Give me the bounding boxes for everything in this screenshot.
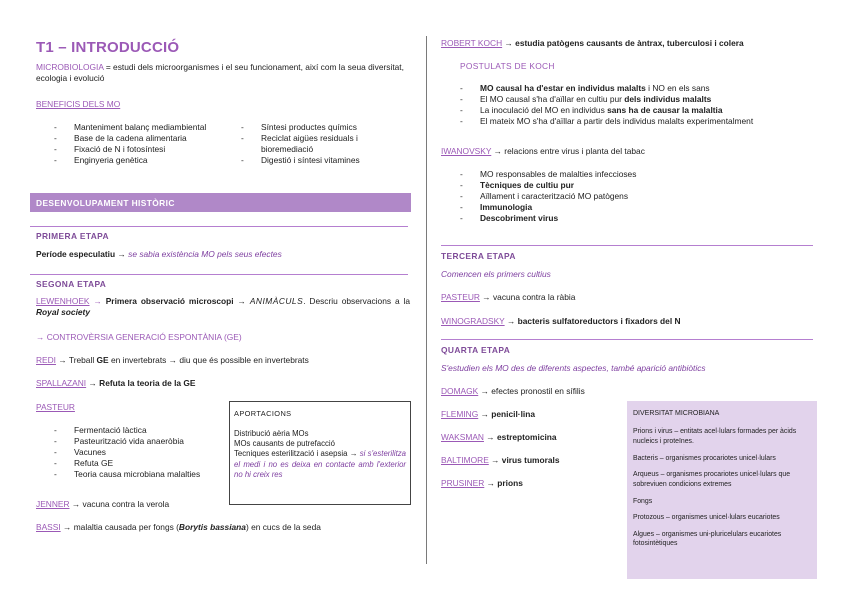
primera-etapa-heading: PRIMERA ETAPA bbox=[36, 231, 109, 241]
jenner-link[interactable]: JENNER bbox=[36, 499, 70, 509]
leeuwenhoek-entry bbox=[36, 296, 410, 318]
pasteur-text: → vacuna contra la ràbia bbox=[482, 292, 576, 302]
waksman-entry bbox=[441, 432, 557, 443]
diversitat-heading: DIVERSITAT MICROBIANA bbox=[633, 410, 720, 417]
winogradsky-text: → bacteris sulfatoreductors i fixadors del N bbox=[506, 316, 681, 326]
divider bbox=[441, 245, 813, 246]
list-item: - Reciclat aigües residuals i bioremediació bbox=[241, 133, 411, 155]
species-name: Borytis bassiana bbox=[178, 522, 246, 532]
leeuwenhoek-link[interactable]: LEWENHOEK bbox=[36, 296, 90, 306]
list-item bbox=[460, 116, 820, 127]
diversitat-item: Algues – organismes uni-pluricelulars eucariotes fotosintètiques bbox=[633, 531, 782, 548]
diversitat-item: Arqueus – organismes procariotes unicel·lulars que sobreviuen condicions extremes bbox=[633, 471, 791, 488]
winogradsky-entry bbox=[441, 316, 681, 327]
koch-text: → estudia patògens causants de àntrax, tuberculosi i colera bbox=[504, 38, 744, 48]
item-text: Immunologia bbox=[480, 202, 533, 213]
redi-entry bbox=[36, 355, 309, 366]
list-item: - Teoria causa microbiana malalties bbox=[54, 469, 229, 480]
baltimore-link[interactable]: BALTIMORE bbox=[441, 455, 489, 465]
domagk-text: → efectes pronostil en sífilis bbox=[480, 386, 585, 396]
jenner-entry bbox=[36, 499, 169, 510]
list-item: - Pasteurització vida anaeròbia bbox=[54, 436, 229, 447]
list-item: - Digestió i síntesi vitamines bbox=[241, 155, 411, 166]
list-item: - Refuta GE bbox=[54, 458, 229, 469]
aportacions-line: Distribució aèria MOs bbox=[234, 428, 309, 438]
diversitat-item: Bacteris – organismes procariotes unicel·lulars bbox=[633, 454, 776, 462]
postulat-text: El MO causal s'ha d'aïllar en cultiu pur bbox=[480, 94, 622, 105]
list-item: - Enginyeria genètica bbox=[54, 155, 224, 166]
tercera-etapa-heading: TERCERA ETAPA bbox=[441, 251, 516, 261]
period-description: se sabia existència MO pels seus efectes bbox=[128, 249, 282, 259]
redi-link[interactable]: REDI bbox=[36, 355, 57, 365]
pasteur-list bbox=[54, 425, 229, 480]
animalcules-term: ANIMÀCULS bbox=[249, 296, 304, 306]
redi-text-rest: en invertebrats → diu que és possible en invertebrats bbox=[108, 355, 309, 365]
list-item: - Aïllament i caracterització MO patògens bbox=[460, 191, 820, 202]
pasteur-link[interactable]: PASTEUR bbox=[441, 292, 480, 302]
microbiologia-text: = estudi dels microorganismes i el seu funcionament, així com la seua diversitat, ecologia i evolució bbox=[36, 62, 404, 84]
redi-text: → Treball bbox=[58, 355, 97, 365]
spallanzani-text: → Refuta la teoria de la GE bbox=[88, 378, 196, 388]
koch-link[interactable]: ROBERT KOCH bbox=[441, 38, 503, 48]
postulats-heading: POSTULATS DE KOCH bbox=[460, 61, 555, 71]
quarta-etapa-subtitle: S'estudien els MO des de diferents aspectes, també aparició antibiòtics bbox=[441, 363, 706, 373]
winogradsky-link[interactable]: WINOGRADSKY bbox=[441, 316, 505, 326]
postulat-text: i NO en els sans bbox=[645, 83, 710, 93]
page-title: T1 – INTRODUCCIÓ bbox=[36, 39, 180, 56]
list-item: - Fermentació làctica bbox=[54, 425, 229, 436]
fleming-link[interactable]: FLEMING bbox=[441, 409, 479, 419]
arrow: → bbox=[117, 249, 126, 259]
list-item: - Base de la cadena alimentaria bbox=[54, 133, 224, 144]
fleming-entry bbox=[441, 409, 535, 420]
baltimore-entry bbox=[441, 455, 560, 466]
list-item: - Fixació de N i fotosíntesi bbox=[54, 144, 224, 155]
waksman-text: → estreptomicina bbox=[486, 432, 557, 442]
spallanzani-link[interactable]: SPALLAZANI bbox=[36, 378, 87, 388]
iwanovsky-list bbox=[460, 169, 820, 224]
tech-text: Tecniques esterilització i asepsia → bbox=[234, 449, 360, 459]
pasteur-rabia-entry bbox=[441, 292, 575, 303]
diversitat-box bbox=[627, 401, 817, 579]
bassi-link[interactable]: BASSI bbox=[36, 522, 61, 532]
primera-etapa-line bbox=[36, 249, 410, 260]
domagk-link[interactable]: DOMAGK bbox=[441, 386, 479, 396]
item-text: Descobriment virus bbox=[480, 213, 559, 224]
arrow: → bbox=[237, 296, 246, 306]
item-text: Tècniques de cultiu pur bbox=[480, 180, 574, 191]
microbiologia-definition bbox=[36, 62, 410, 84]
quarta-etapa-heading: QUARTA ETAPA bbox=[441, 345, 511, 355]
list-item: - Manteniment balanç mediambiental bbox=[54, 122, 224, 133]
list-item bbox=[460, 83, 820, 94]
redi-ge: GE bbox=[96, 355, 109, 365]
divider bbox=[441, 339, 813, 340]
beneficis-right-list bbox=[241, 122, 411, 166]
desenvolupament-band: DESENVOLUPAMENT HISTÒRIC bbox=[30, 193, 411, 212]
controversia-heading: → CONTROVÈRSIA GENERACIÓ ESPONTÀNIA (GE) bbox=[36, 332, 242, 342]
postulat-text: El mateix MO s'ha d'aïllar a partir dels individus malalts experimentalment bbox=[480, 116, 754, 127]
pasteur-link[interactable]: PASTEUR bbox=[36, 402, 75, 412]
beneficis-left-list bbox=[54, 122, 224, 166]
postulat-bold: dels individus malalts bbox=[621, 94, 712, 105]
tercera-etapa-subtitle: Comencen els primers cultius bbox=[441, 269, 551, 279]
prusiner-entry bbox=[441, 478, 523, 489]
leeuwenhoek-text: . Descriu observacions a la bbox=[303, 296, 411, 306]
column-divider bbox=[426, 36, 427, 564]
domagk-entry bbox=[441, 386, 585, 397]
postulat-bold: MO causal ha d'estar en individus malalts bbox=[480, 83, 646, 93]
royal-society-term: Royal society bbox=[36, 307, 90, 318]
bassi-text-rest: ) en cucs de la seda bbox=[245, 522, 321, 532]
bassi-entry bbox=[36, 522, 321, 533]
waksman-link[interactable]: WAKSMAN bbox=[441, 432, 484, 442]
divider bbox=[30, 274, 408, 275]
aportacions-line: MOs causants de putrefacció bbox=[234, 439, 335, 449]
spallanzani-entry bbox=[36, 378, 196, 389]
bassi-text: → malaltia causada per fongs ( bbox=[63, 522, 179, 532]
microbiologia-term: MICROBIOLOGIA bbox=[36, 62, 104, 72]
tech-detail: si s'esterilitza el medi i no es deixa en contacte amb l'exterior no hi creix res bbox=[234, 449, 406, 479]
aportacions-heading: APORTACIONS bbox=[234, 409, 292, 418]
list-item bbox=[460, 202, 820, 213]
segona-etapa-heading: SEGONA ETAPA bbox=[36, 279, 107, 289]
koch-entry bbox=[441, 38, 744, 49]
list-item bbox=[460, 94, 820, 105]
postulat-text: La inoculació del MO en individus bbox=[480, 105, 608, 116]
diversitat-item: Prions i virus – entitats acel·lulars formades per àcids nucleics i proteïnes. bbox=[633, 428, 797, 445]
period-label: Període especulatiu bbox=[36, 249, 116, 259]
list-item bbox=[460, 180, 820, 191]
list-item bbox=[460, 105, 820, 116]
list-item: - MO responsables de malalties infeccioses bbox=[460, 169, 820, 180]
postulat-bold: sans ha de causar la malaltia bbox=[607, 105, 723, 116]
iwanovsky-link[interactable]: IWANOVSKY bbox=[441, 146, 492, 156]
list-item: - Síntesi productes químics bbox=[241, 122, 411, 133]
diversitat-item: Protozous – organismes unicel·lulars eucariotes bbox=[633, 514, 780, 522]
prusiner-link[interactable]: PRUSINER bbox=[441, 478, 485, 488]
list-item bbox=[460, 213, 820, 224]
iwanovsky-entry bbox=[441, 146, 645, 157]
list-item: - Vacunes bbox=[54, 447, 229, 458]
diversitat-item: Fongs bbox=[633, 497, 653, 505]
jenner-text: → vacuna contra la verola bbox=[71, 499, 170, 509]
prusiner-text: → prions bbox=[486, 478, 523, 488]
arrow: → bbox=[93, 296, 102, 306]
discovery-text: Primera observació microscopi bbox=[105, 296, 234, 306]
beneficis-heading[interactable]: BENEFICIS DELS MO bbox=[36, 99, 121, 109]
fleming-text: → penicil·lina bbox=[480, 409, 536, 419]
divider bbox=[30, 226, 408, 227]
postulats-list bbox=[460, 83, 820, 127]
aportacions-box bbox=[229, 401, 411, 505]
baltimore-text: → virus tumorals bbox=[491, 455, 560, 465]
aportacions-tech bbox=[234, 449, 406, 480]
iwanovsky-text: → relacions entre virus i planta del tabac bbox=[493, 146, 645, 156]
